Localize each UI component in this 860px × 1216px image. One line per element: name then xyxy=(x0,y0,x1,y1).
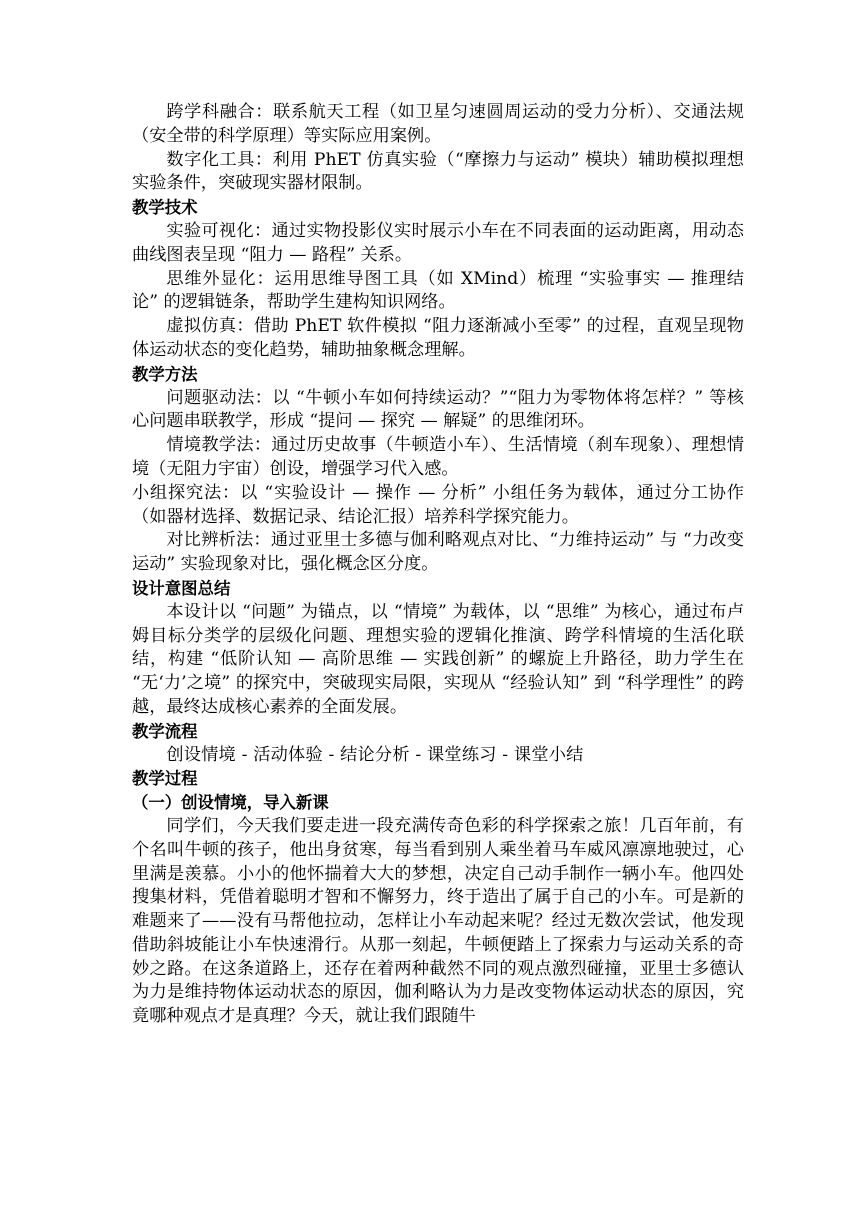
heading-teaching-process: 教学过程 xyxy=(132,769,198,789)
heading-teaching-flow: 教学流程 xyxy=(132,721,198,741)
heading-section-one: （一）创设情境，导入新课 xyxy=(132,793,329,813)
paragraph-cross-discipline: 跨学科融合：联系航天工程（如卫星匀速圆周运动的受力分析）、交通法规（安全带的科学原理）等实际应用案例。 xyxy=(132,102,744,146)
paragraph-virtual-simulation: 虚拟仿真：借助 PhET 软件模拟 “阻力逐渐减小至零” 的过程，直观呈现物体运动状态的变化趋势，辅助抽象概念理解。 xyxy=(132,316,744,360)
heading-teaching-technology: 教学技术 xyxy=(132,198,198,218)
paragraph-experiment-visualization: 实验可视化：通过实物投影仪实时展示小车在不同表面的运动距离，用动态曲线图表呈现 “阻力 — 路程” 关系。 xyxy=(132,220,744,265)
heading-design-intent: 设计意图总结 xyxy=(132,578,231,598)
paragraph-teaching-flow: 创设情境 - 活动体验 - 结论分析 - 课堂练习 - 课堂小结 xyxy=(166,744,584,765)
paragraph-intro-story: 同学们，今天我们要走进一段充满传奇色彩的科学探索之旅！几百年前，有个名叫牛顿的孩子，他出身贫寒，每当看到别人乘坐着马车威风凛凛地驶过，心里满是羡慕。小小的他怀揣着大大的梦想，决定自己动手制作一辆小车。他四处搜集材料，凭借着聪明才智和不懈努力，终于造出了属于自己的小车。可是新的难题来了——没有马帮他拉动，怎样让小车动起来呢？经过无数次尝试，他发现借助斜坡能让小车快速滑行。从那一刻起，牛顿便踏上了探索力与运动关系的奇妙之路。在这条道路上，还存在着两种截然不同的观点激烈碰撞，亚里士多德认为力是维持物体运动状态的原因，伽利略认为力是改变物体运动状态的原因，究竟哪种观点才是真理？今天，就让我们跟随牛 xyxy=(132,815,744,1027)
document-page xyxy=(132,101,744,1029)
paragraph-situational-teaching: 情境教学法：通过历史故事（牛顿造小车）、生活情境（刹车现象）、理想情境（无阻力宇宙）创设，增强学习代入感。 xyxy=(132,435,744,479)
paragraph-digital-tools: 数字化工具：利用 PhET 仿真实验（“摩擦力与运动” 模块）辅助模拟理想实验条件，突破现实器材限制。 xyxy=(132,149,744,194)
paragraph-problem-driven: 问题驱动法：以 “牛顿小车如何持续运动？”“阻力为零物体将怎样？” 等核心问题串联教学，形成 “提问 — 探究 — 解疑” 的思维闭环。 xyxy=(132,387,744,432)
paragraph-design-intent: 本设计以 “问题” 为锚点，以 “情境” 为载体，以 “思维” 为核心，通过布卢姆目标分类学的层级化问题、理想实验的逻辑化推演、跨学科情境的生活化联结，构建 “低阶认知 — 高阶思维 — 实践创新” 的螺旋上升路径，助力学生在 “无‘力’之境” 的探究中，突破现实局限，实现从 “经验认知” 到 “科学理性” 的跨越，最终达成核心素养的全面发展。 xyxy=(132,601,744,717)
paragraph-contrast-analysis: 对比辨析法：通过亚里士多德与伽利略观点对比、“力维持运动” 与 “力改变运动” 实验现象对比，强化概念区分度。 xyxy=(132,530,744,575)
heading-teaching-methods: 教学方法 xyxy=(132,364,198,384)
paragraph-group-inquiry: 小组探究法：以 “实验设计 — 操作 — 分析” 小组任务为载体，通过分工协作（如器材选择、数据记录、结论汇报）培养科学探究能力。 xyxy=(132,482,744,527)
paragraph-thinking-externalization: 思维外显化：运用思维导图工具（如 XMind）梳理 “实验事实 — 推理结论” 的逻辑链条，帮助学生建构知识网络。 xyxy=(132,268,744,313)
